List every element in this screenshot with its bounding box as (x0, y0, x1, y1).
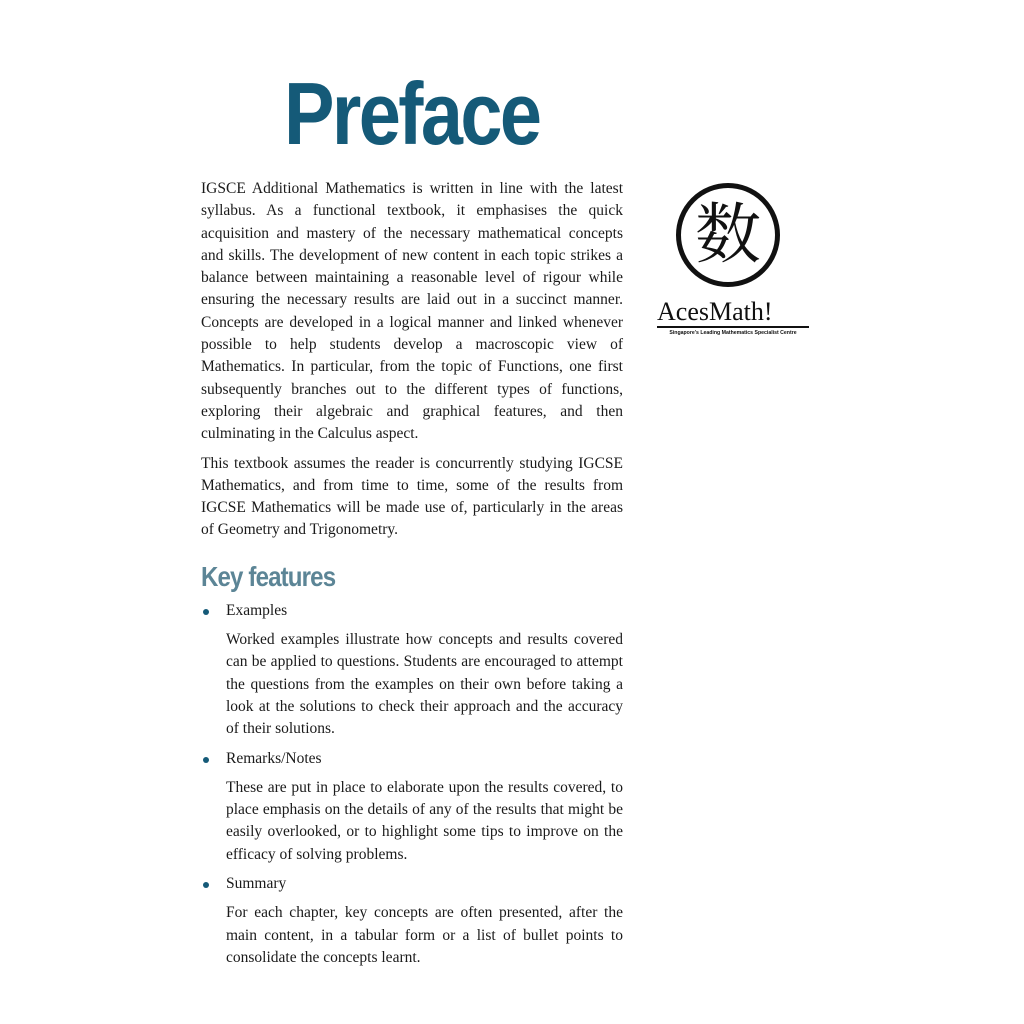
feature-name: Summary (226, 875, 287, 893)
bullet-icon (203, 882, 209, 888)
logo-tagline: Singapore's Leading Mathematics Specialist Centre (669, 330, 797, 336)
intro-paragraph-2: This textbook assumes the reader is concurrently studying IGCSE Mathematics, and from time to time, some of the results from IGCSE Mathematics will be made use of, particularly in the areas of Geometry and Trigonometry. (201, 454, 623, 539)
page-title: Preface (284, 64, 540, 163)
feature-description: Worked examples illustrate how concepts and results covered can be applied to questions. Students are encouraged to attempt the questions from the examples on their own before taking a look at the solutions to check their approach and the accuracy of their solutions. (226, 631, 623, 738)
feature-item-remarks-notes (201, 748, 623, 866)
intro-paragraph-1: IGSCE Additional Mathematics is written in line with the latest syllabus. As a functional textbook, it emphasises the quick acquisition and mastery of the necessary mathematical concepts and skills. The development of new content in each topic strikes a balance between maintaining a reasonable level of rigour while ensuring the necessary results are laid out in a succinct manner. Concepts are developed in a logical manner and linked whenever possible to help students develop a macroscopic view of Mathematics. In particular, from the topic of Functions, one first subsequently branches out to the different types of functions, exploring their algebraic and graphical features, and then culminating in the Calculus aspect. (201, 180, 623, 443)
key-features-heading: Key features (201, 560, 336, 592)
bullet-icon (203, 609, 209, 615)
acesmath-logo (655, 180, 811, 340)
feature-description: These are put in place to elaborate upon the results covered, to place emphasis on the details of any of the results that might be easily overlooked, or to highlight some tips to improve on the efficacy of solving problems. (226, 778, 623, 863)
feature-description: For each chapter, key concepts are often presented, after the main content, in a tabular form or a list of bullet points to consolidate the concepts learnt. (226, 904, 623, 966)
key-features-list (201, 600, 623, 969)
feature-item-summary (201, 873, 623, 969)
preface-body (201, 178, 623, 976)
bullet-icon (203, 757, 209, 763)
logo-character: 数 (695, 196, 761, 273)
feature-item-examples (201, 600, 623, 741)
feature-name: Remarks/Notes (226, 749, 322, 767)
logo-wordmark: AcesMath! (657, 298, 809, 328)
feature-name: Examples (226, 601, 288, 619)
